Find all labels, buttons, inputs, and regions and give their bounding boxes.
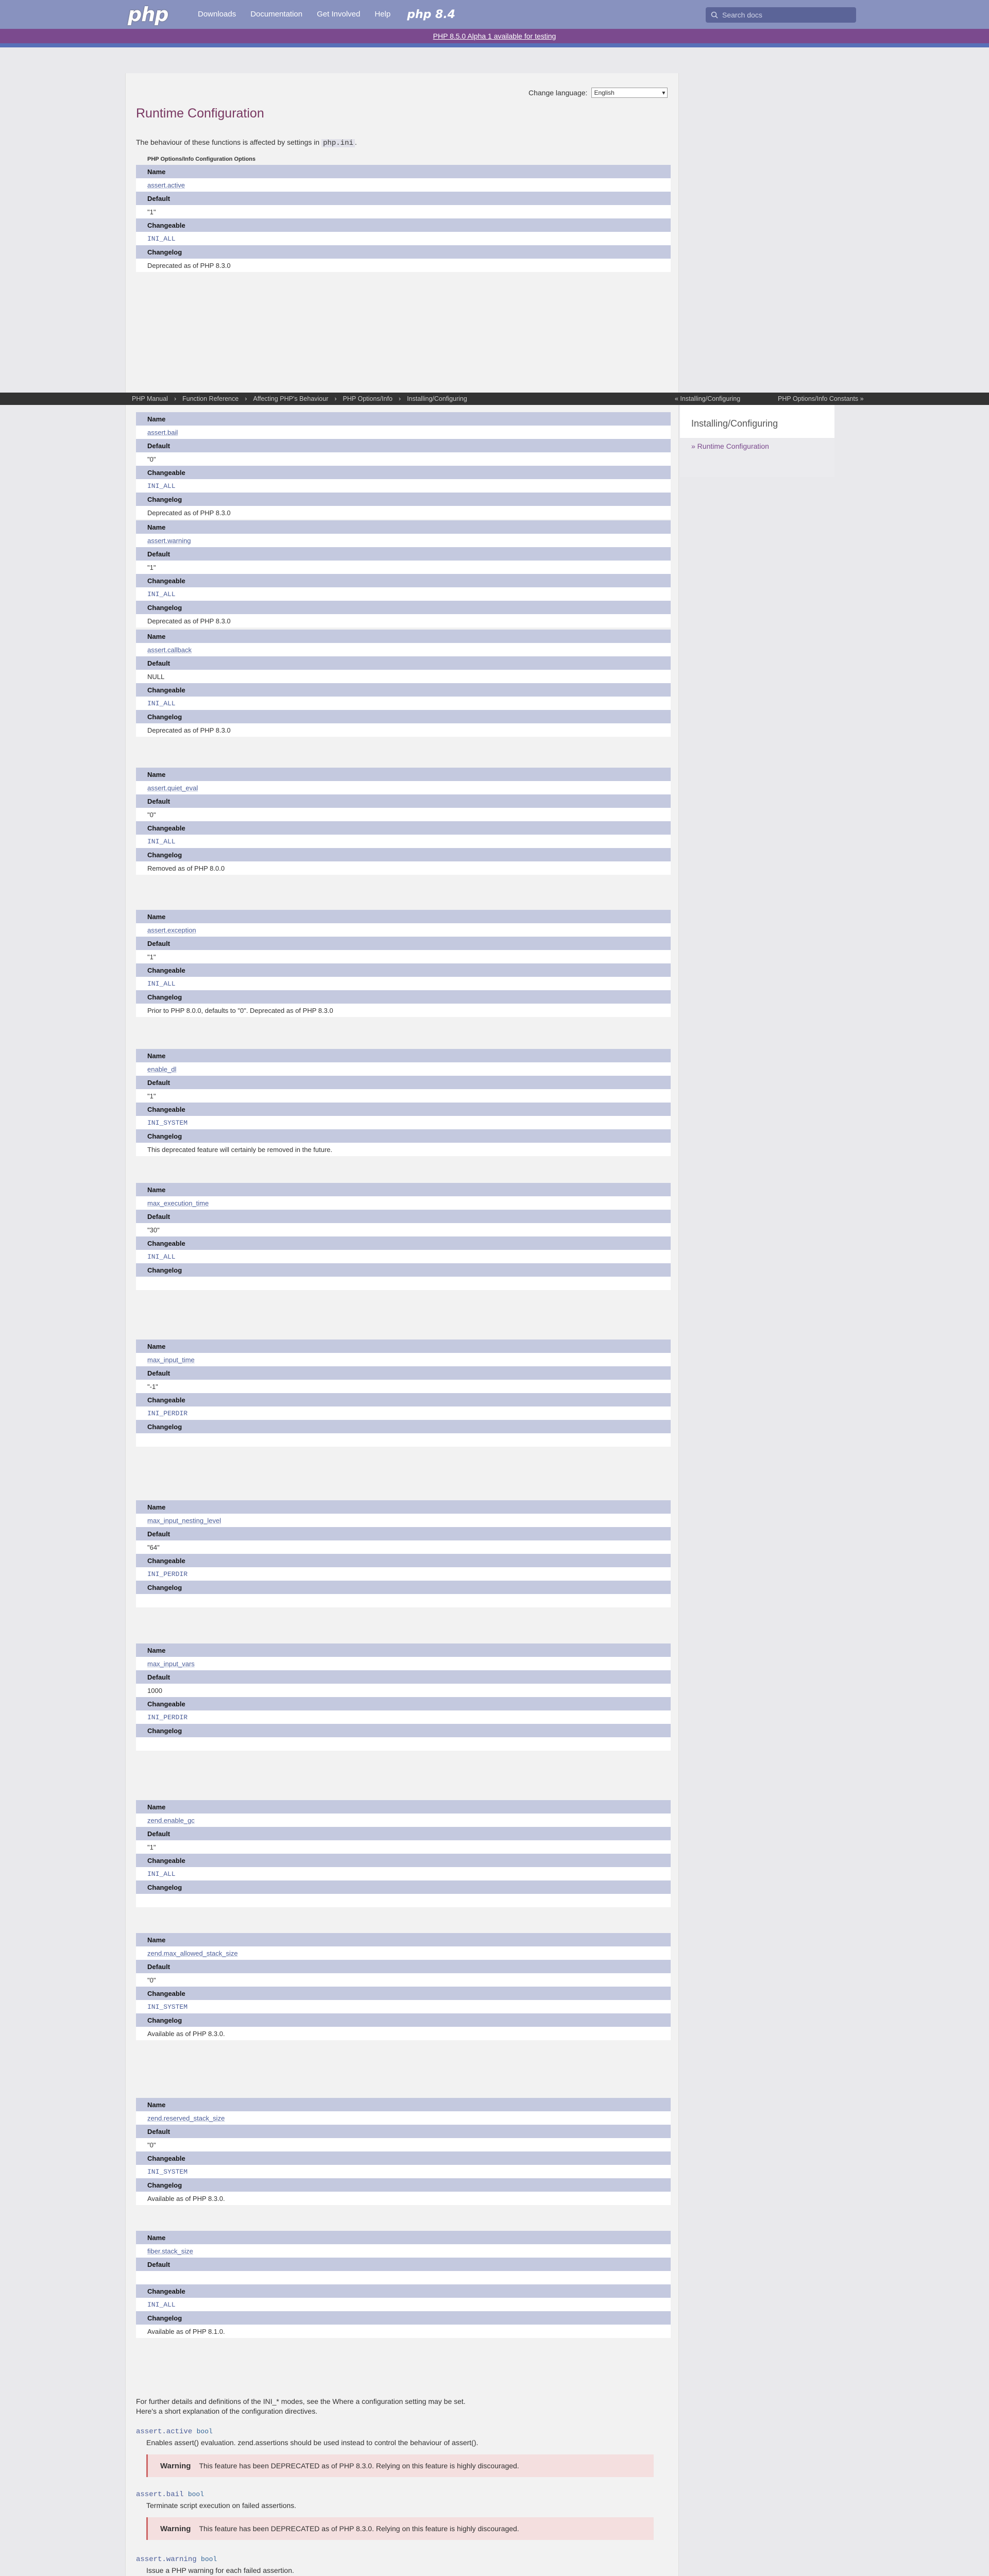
col-name-header: Name xyxy=(136,1049,671,1062)
row-changelog xyxy=(136,1594,671,1607)
directive-link[interactable]: assert.active xyxy=(147,181,185,189)
col-changelog-header: Changelog xyxy=(136,2013,671,2027)
col-changeable-header: Changeable xyxy=(136,2284,671,2298)
page-title: Runtime Configuration xyxy=(136,106,264,121)
col-name-header: Name xyxy=(136,630,671,643)
directive-row-group xyxy=(136,1500,671,1607)
row-default: "30" xyxy=(136,1223,671,1236)
crumb-separator: › xyxy=(174,395,177,402)
col-name-header: Name xyxy=(136,1800,671,1814)
col-default-header: Default xyxy=(136,2125,671,2138)
col-name-header: Name xyxy=(136,2098,671,2111)
col-changelog-header: Changelog xyxy=(136,848,671,861)
crumb-separator: › xyxy=(334,395,337,402)
row-changeable xyxy=(136,2000,671,2013)
directive-row-group xyxy=(136,1933,671,2040)
row-default: "0" xyxy=(136,452,671,466)
sidebar-item-current[interactable]: » Runtime Configuration xyxy=(691,442,769,450)
directive-row-group xyxy=(136,2098,671,2205)
ini-mode-link[interactable]: INI_ALL xyxy=(147,699,176,707)
row-name xyxy=(136,2111,671,2125)
row-changeable xyxy=(136,1406,671,1420)
row-name xyxy=(136,1062,671,1076)
row-changelog: Removed as of PHP 8.0.0 xyxy=(136,861,671,875)
row-changelog: Available as of PHP 8.1.0. xyxy=(136,2325,671,2338)
col-changeable-header: Changeable xyxy=(136,2151,671,2165)
banner-link[interactable]: PHP 8.5.0 Alpha 1 available for testing xyxy=(433,32,556,40)
directive-row-group xyxy=(136,412,671,519)
col-changeable-header: Changeable xyxy=(136,1236,671,1250)
row-name xyxy=(136,178,671,192)
crumb[interactable]: PHP Options/Info xyxy=(343,395,393,402)
warning-text: This feature has been DEPRECATED as of PHP 8.3.0. Relying on this feature is highly discouraged. xyxy=(199,2462,519,2470)
crumb[interactable]: PHP Manual xyxy=(132,395,168,402)
row-changeable xyxy=(136,1567,671,1581)
col-default-header: Default xyxy=(136,1827,671,1840)
col-name-header: Name xyxy=(136,1340,671,1353)
col-changelog-header: Changelog xyxy=(136,601,671,614)
row-default: "-1" xyxy=(136,1380,671,1393)
row-changeable xyxy=(136,587,671,601)
directive-row-group xyxy=(136,520,671,628)
col-changelog-header: Changelog xyxy=(136,245,671,259)
warning-label: Warning xyxy=(160,2524,191,2533)
search-input[interactable] xyxy=(706,7,856,23)
directive-name: assert.active xyxy=(136,2428,193,2436)
row-changeable xyxy=(136,1250,671,1263)
row-changeable xyxy=(136,479,671,493)
row-default: 1000 xyxy=(136,1684,671,1697)
directive-term[interactable] xyxy=(136,2428,213,2436)
col-default-header: Default xyxy=(136,937,671,950)
ini-mode-link[interactable]: INI_ALL xyxy=(147,234,176,243)
php-logo[interactable]: php xyxy=(128,3,168,26)
directive-row-group xyxy=(136,630,671,737)
sidebar-heading[interactable]: Installing/Configuring xyxy=(680,405,834,438)
col-default-header: Default xyxy=(136,1076,671,1089)
directive-link[interactable]: max_input_time xyxy=(147,1355,195,1364)
sidebar xyxy=(680,405,834,477)
directive-type: bool xyxy=(201,2555,217,2563)
row-changelog: Deprecated as of PHP 8.3.0 xyxy=(136,259,671,272)
chevron-down-icon: ▾ xyxy=(662,89,666,96)
banner-underline xyxy=(0,43,989,47)
crumb[interactable]: Installing/Configuring xyxy=(407,395,467,402)
row-changeable xyxy=(136,835,671,848)
directive-link[interactable]: assert.bail xyxy=(147,428,178,436)
row-changelog: Available as of PHP 8.3.0. xyxy=(136,2027,671,2040)
directive-link[interactable]: max_input_vars xyxy=(147,1659,195,1668)
col-changeable-header: Changeable xyxy=(136,1854,671,1867)
crumb[interactable]: Function Reference xyxy=(182,395,239,402)
php84-release-link[interactable]: php 8.4 xyxy=(407,8,455,21)
directive-row-group xyxy=(136,910,671,1017)
directive-link[interactable]: assert.callback xyxy=(147,646,192,654)
table-caption xyxy=(136,154,671,165)
col-default-header: Default xyxy=(136,1960,671,1973)
row-default: NULL xyxy=(136,670,671,683)
directive-row-group xyxy=(136,1183,671,1290)
row-name xyxy=(136,2244,671,2258)
row-name xyxy=(136,643,671,656)
col-changelog-header: Changelog xyxy=(136,1420,671,1433)
directive-link[interactable]: assert.exception xyxy=(147,926,196,934)
caption-text: PHP Options/Info Configuration Options xyxy=(147,156,255,162)
directive-link[interactable]: max_execution_time xyxy=(147,1199,209,1207)
directive-row-group xyxy=(136,1340,671,1447)
top-navigation xyxy=(0,0,989,29)
ini-mode-link[interactable]: INI_ALL xyxy=(147,1870,176,1878)
main-nav xyxy=(191,0,398,29)
ini-mode-link[interactable]: INI_ALL xyxy=(147,1252,176,1261)
prev-page-link[interactable]: « Installing/Configuring xyxy=(675,395,741,402)
ini-mode-link[interactable]: INI_SYSTEM xyxy=(147,1118,188,1127)
directive-name: assert.warning xyxy=(136,2555,197,2564)
row-changeable xyxy=(136,2298,671,2311)
row-changelog: Available as of PHP 8.3.0. xyxy=(136,2192,671,2205)
row-changelog xyxy=(136,1277,671,1290)
col-changelog-header: Changelog xyxy=(136,1880,671,1894)
col-changelog-header: Changelog xyxy=(136,1263,671,1277)
row-changelog xyxy=(136,1433,671,1447)
directive-link[interactable]: zend.max_allowed_stack_size xyxy=(147,1949,238,1957)
directive-link[interactable]: assert.quiet_eval xyxy=(147,784,198,792)
row-name xyxy=(136,1514,671,1527)
row-name xyxy=(136,1814,671,1827)
warning-box xyxy=(146,2454,654,2477)
col-changelog-header: Changelog xyxy=(136,990,671,1004)
row-changelog: This deprecated feature will certainly be removed in the future. xyxy=(136,1143,671,1156)
nav-help[interactable]: Help xyxy=(374,10,391,19)
row-name xyxy=(136,1946,671,1960)
col-changelog-header: Changelog xyxy=(136,1724,671,1737)
col-changeable-header: Changeable xyxy=(136,218,671,232)
row-changeable xyxy=(136,1116,671,1129)
language-chooser xyxy=(528,88,668,98)
crumb-separator: › xyxy=(245,395,247,402)
language-select[interactable] xyxy=(591,88,668,98)
ini-mode-link[interactable]: INI_ALL xyxy=(147,482,176,490)
col-name-header: Name xyxy=(136,1183,671,1196)
directive-row-group xyxy=(136,1049,671,1156)
ini-mode-link[interactable]: INI_ALL xyxy=(147,590,176,598)
ini-mode-link[interactable]: INI_SYSTEM xyxy=(147,2167,188,2176)
row-name xyxy=(136,923,671,937)
col-default-header: Default xyxy=(136,192,671,205)
row-name xyxy=(136,534,671,547)
ini-mode-link[interactable]: INI_ALL xyxy=(147,2300,176,2309)
row-name xyxy=(136,1353,671,1366)
directive-row-group xyxy=(136,1643,671,1751)
col-default-header: Default xyxy=(136,439,671,452)
row-changeable xyxy=(136,1710,671,1724)
directive-type: bool xyxy=(187,2490,204,2498)
row-default: "0" xyxy=(136,1973,671,1987)
row-changeable xyxy=(136,977,671,990)
directive-link[interactable]: enable_dl xyxy=(147,1065,177,1073)
row-default: "0" xyxy=(136,808,671,821)
col-changeable-header: Changeable xyxy=(136,574,671,587)
directive-link[interactable]: zend.enable_gc xyxy=(147,1816,195,1824)
row-changeable xyxy=(136,232,671,245)
col-default-header: Default xyxy=(136,2258,671,2271)
col-changelog-header: Changelog xyxy=(136,710,671,723)
config-table-head xyxy=(136,154,671,272)
col-name-header: Name xyxy=(136,412,671,426)
ini-mode-link[interactable]: INI_PERDIR xyxy=(147,1409,188,1417)
col-changelog-header: Changelog xyxy=(136,493,671,506)
search-icon xyxy=(711,11,718,19)
breadcrumb xyxy=(0,393,989,405)
row-changelog: Prior to PHP 8.0.0, defaults to "0". Deprecated as of PHP 8.3.0 xyxy=(136,1004,671,1017)
directive-link[interactable]: assert.warning xyxy=(147,536,191,545)
col-default-header: Default xyxy=(136,1210,671,1223)
nav-documentation[interactable]: Documentation xyxy=(250,10,303,19)
col-name-header: Name xyxy=(136,1643,671,1657)
col-changelog-header: Changelog xyxy=(136,1129,671,1143)
directive-type: bool xyxy=(196,2428,213,2435)
col-changeable-header: Changeable xyxy=(136,683,671,697)
directive-description: Enables assert() evaluation. zend.assertions should be used instead to control the behaviour of assert(). xyxy=(146,2438,479,2447)
col-changeable-header: Changeable xyxy=(136,1697,671,1710)
crumb[interactable]: Affecting PHP's Behaviour xyxy=(253,395,329,402)
col-default-header: Default xyxy=(136,656,671,670)
row-changelog: Deprecated as of PHP 8.3.0 xyxy=(136,723,671,737)
language-label: Change language: xyxy=(528,89,588,97)
warning-box xyxy=(146,2517,654,2540)
row-changeable xyxy=(136,1867,671,1880)
directive-row-group xyxy=(136,2231,671,2338)
row-name xyxy=(136,1657,671,1670)
col-changeable-header: Changeable xyxy=(136,1103,671,1116)
ini-mode-link[interactable]: INI_ALL xyxy=(147,837,176,845)
col-name-header: Name xyxy=(136,520,671,534)
col-default-header: Default xyxy=(136,1527,671,1540)
php-ini-link[interactable]: php.ini xyxy=(321,139,355,147)
footnote-text: For further details and definitions of the INI_* modes, see the Where a configuration setting may be set. xyxy=(136,2397,466,2405)
col-changeable-header: Changeable xyxy=(136,963,671,977)
ini-mode-link[interactable]: INI_ALL xyxy=(147,979,176,988)
nav-get-involved[interactable]: Get Involved xyxy=(317,10,361,19)
col-changeable-header: Changeable xyxy=(136,1987,671,2000)
row-default: "0" xyxy=(136,2138,671,2151)
col-changeable-header: Changeable xyxy=(136,1393,671,1406)
col-changeable-header: Changeable xyxy=(136,821,671,835)
col-changelog-header: Changelog xyxy=(136,1581,671,1594)
col-changelog-header: Changelog xyxy=(136,2178,671,2192)
ini-mode-link[interactable]: INI_PERDIR xyxy=(147,1713,188,1721)
next-page-link[interactable]: PHP Options/Info Constants » xyxy=(778,395,864,402)
row-changeable xyxy=(136,697,671,710)
table-footnote xyxy=(136,2397,661,2416)
directive-term[interactable] xyxy=(136,2555,217,2564)
row-default: "1" xyxy=(136,205,671,218)
row-changelog xyxy=(136,1894,671,1907)
row-changeable xyxy=(136,2165,671,2178)
directive-description: Issue a PHP warning for each failed assertion. xyxy=(146,2566,294,2574)
search-placeholder: Search docs xyxy=(722,11,762,19)
directive-row-group xyxy=(136,1800,671,1907)
row-default: "1" xyxy=(136,950,671,963)
language-value: English xyxy=(594,89,615,96)
warning-text: This feature has been DEPRECATED as of PHP 8.3.0. Relying on this feature is highly discouraged. xyxy=(199,2524,519,2533)
col-name-header: Name xyxy=(136,1500,671,1514)
directive-link[interactable]: fiber.stack_size xyxy=(147,2247,193,2255)
row-default: "1" xyxy=(136,1840,671,1854)
directive-row-group xyxy=(136,768,671,875)
directive-name: assert.bail xyxy=(136,2490,184,2499)
col-default-header: Default xyxy=(136,1670,671,1684)
row-changelog xyxy=(136,1737,671,1751)
row-changelog: Deprecated as of PHP 8.3.0 xyxy=(136,614,671,628)
row-default: "1" xyxy=(136,561,671,574)
warning-label: Warning xyxy=(160,2461,191,2470)
intro-text xyxy=(136,138,357,147)
breadcrumb-items xyxy=(132,395,467,402)
row-name xyxy=(136,426,671,439)
col-default-header: Default xyxy=(136,1366,671,1380)
directive-term[interactable] xyxy=(136,2490,204,2499)
col-default-header: Default xyxy=(136,794,671,808)
ini-mode-link[interactable]: INI_SYSTEM xyxy=(147,2003,188,2011)
directive-description: Terminate script execution on failed assertions. xyxy=(146,2501,297,2510)
row-default: "1" xyxy=(136,1089,671,1103)
nav-downloads[interactable]: Downloads xyxy=(198,10,236,19)
col-name-header: Name xyxy=(136,910,671,923)
row-default: "64" xyxy=(136,1540,671,1554)
col-name-header: Name xyxy=(136,165,671,178)
col-changelog-header: Changelog xyxy=(136,2311,671,2325)
footnote-text-2: Here's a short explanation of the configuration directives. xyxy=(136,2407,318,2415)
row-name xyxy=(136,1196,671,1210)
col-default-header: Default xyxy=(136,547,671,561)
intro-tail: . xyxy=(354,138,357,146)
col-name-header: Name xyxy=(136,1933,671,1946)
row-changelog: Deprecated as of PHP 8.3.0 xyxy=(136,506,671,519)
crumb-separator: › xyxy=(398,395,401,402)
col-changeable-header: Changeable xyxy=(136,466,671,479)
col-name-header: Name xyxy=(136,768,671,781)
intro-sentence: The behaviour of these functions is affected by settings in xyxy=(136,138,320,146)
row-default xyxy=(136,2271,671,2284)
row-name xyxy=(136,781,671,794)
directive-link[interactable]: zend.reserved_stack_size xyxy=(147,2114,225,2122)
ini-mode-link[interactable]: INI_PERDIR xyxy=(147,1570,188,1578)
col-name-header: Name xyxy=(136,2231,671,2244)
directive-link[interactable]: max_input_nesting_level xyxy=(147,1516,221,1524)
col-changeable-header: Changeable xyxy=(136,1554,671,1567)
